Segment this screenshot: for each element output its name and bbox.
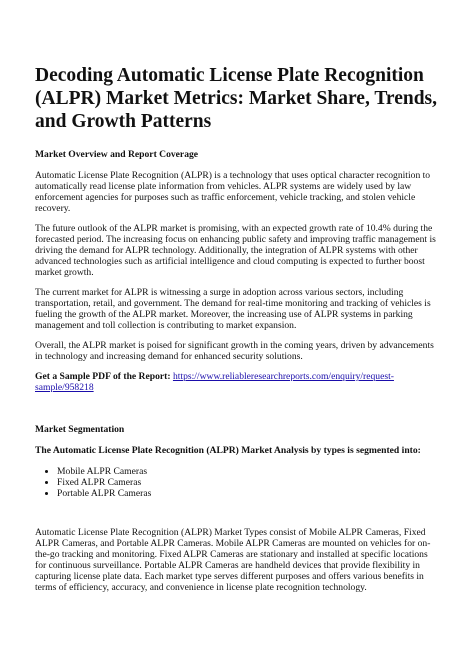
sample-pdf-link[interactable]: https://www.reliableresearchreports.com/enquiry/request-sample/958218 (35, 371, 394, 393)
types-heading: The Automatic License Plate Recognition (ALPR) Market Analysis by types is segmented into: (35, 445, 421, 456)
overview-heading: Market Overview and Report Coverage (35, 149, 199, 160)
segmentation-heading: Market Segmentation (35, 424, 125, 435)
paragraph-types: Automatic License Plate Recognition (ALPR) Market Types consist of Mobile ALPR Cameras, Fixed ALPR Cameras, and Portable ALPR Cameras. Mobile ALPR Cameras are mounted on vehicles for on-the-go tracking and monitoring. Fixed ALPR Cameras are stationary and installed at specific locations for continuous surveillance. Portable ALPR Cameras are handheld devices that provide flexibility in capturing license plate data. Each market type serves different purposes and offers various benefits in terms of efficiency, accuracy, and convenience in license plate recognition technology. (35, 527, 431, 593)
types-list (35, 466, 438, 499)
paragraph-outlook: The future outlook of the ALPR market is promising, with an expected growth rate of 10.4% during the forecasted period. The increasing focus on enhancing public safety and improving traffic management is driving the demand for ALPR technology. Additionally, the integration of ALPR systems with other advanced technologies such as artificial intelligence and cloud computing is expected to further boost market growth. (35, 223, 436, 278)
list-item: • Fixed ALPR Cameras (57, 477, 438, 488)
list-item: • Mobile ALPR Cameras (57, 466, 438, 477)
paragraph-overall: Overall, the ALPR market is poised for significant growth in the coming years, driven by advancements in technology and increasing demand for enhanced security solutions. (35, 340, 434, 362)
list-item: • Portable ALPR Cameras (57, 488, 438, 499)
paragraph-intro: Automatic License Plate Recognition (ALPR) is a technology that uses optical character recognition to automatically read license plate information from vehicles. ALPR systems are widely used by law enforcement agencies for purposes such as traffic enforcement, vehicle tracking, and stolen vehicle recovery. (35, 170, 431, 214)
section-spacer (35, 402, 438, 424)
page-title: Decoding Automatic License Plate Recognition (ALPR) Market Metrics: Market Share, Trends, and Growth Patterns (35, 65, 438, 132)
sample-pdf-label: Get a Sample PDF of the Report: (35, 371, 171, 382)
section-spacer (35, 499, 438, 527)
paragraph-current-market: The current market for ALPR is witnessing a surge in adoption across various sectors, including transportation, retail, and government. The demand for real-time monitoring and tracking of vehicles is fueling the growth of the ALPR market. Moreover, the increasing use of ALPR systems in parking management and toll collection is contributing to market expansion. (35, 287, 431, 331)
sample-pdf-line (35, 371, 438, 393)
